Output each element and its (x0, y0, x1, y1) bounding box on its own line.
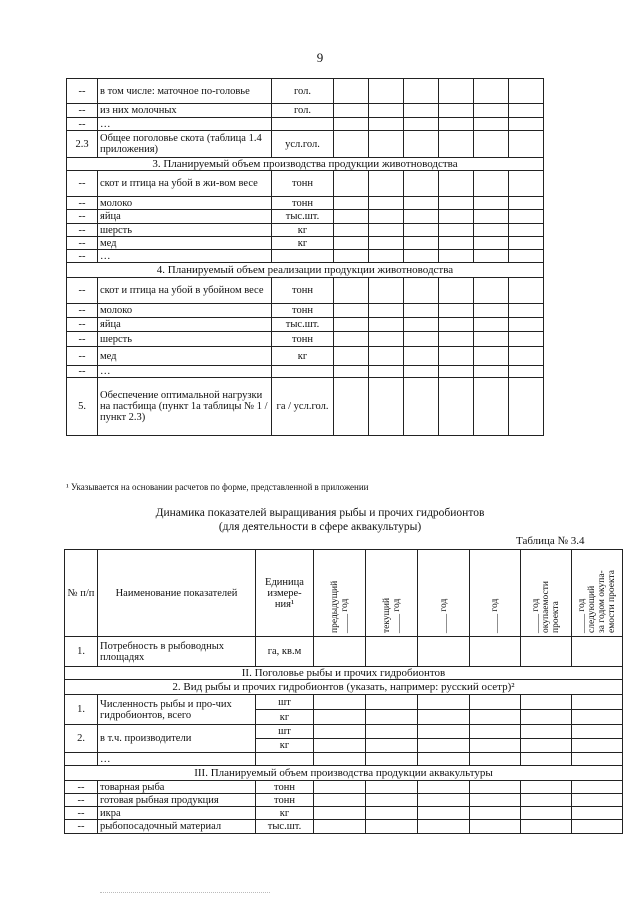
value-cell (369, 318, 404, 332)
value-cell (334, 318, 369, 332)
indicator-name: в т.ч. производители (98, 725, 256, 753)
value-cell (521, 725, 572, 739)
unit-cell: гол. (272, 104, 334, 118)
value-cell (572, 725, 623, 739)
value-cell (439, 366, 474, 378)
table-row (67, 332, 544, 347)
value-cell (509, 224, 544, 237)
col-header-number: № п/п (65, 550, 98, 637)
unit-cell: шт (256, 725, 314, 739)
unit-cell: тонн (272, 278, 334, 304)
year-label: предыдущий ____ год (329, 580, 350, 633)
value-cell (439, 131, 474, 158)
unit-cell: тонн (256, 794, 314, 807)
section-heading: 3. Планируемый объем производства продукции животноводства (67, 158, 544, 171)
value-cell (509, 118, 544, 131)
value-cell (509, 318, 544, 332)
value-cell (509, 171, 544, 197)
value-cell (474, 332, 509, 347)
value-cell (418, 820, 470, 834)
value-cell (418, 739, 470, 753)
row-number: -- (65, 807, 98, 820)
value-cell (366, 807, 418, 820)
value-cell (404, 366, 439, 378)
table-row (67, 131, 544, 158)
livestock-table (66, 78, 544, 436)
scan-artifact-line (100, 892, 270, 893)
unit-cell: тонн (272, 332, 334, 347)
value-cell (366, 695, 418, 710)
year-label: ____ год (438, 598, 449, 633)
value-cell (509, 304, 544, 318)
value-cell (404, 104, 439, 118)
value-cell (366, 739, 418, 753)
indicator-name: Потребность в рыбоводных площадях (98, 637, 256, 667)
row-number: -- (67, 210, 98, 224)
value-cell (418, 753, 470, 766)
value-cell (404, 250, 439, 263)
value-cell (366, 753, 418, 766)
table-row (65, 781, 623, 794)
value-cell (521, 807, 572, 820)
value-cell (474, 104, 509, 118)
value-cell (474, 171, 509, 197)
value-cell (369, 131, 404, 158)
unit-cell: тыс.шт. (272, 210, 334, 224)
unit-cell: кг (272, 224, 334, 237)
value-cell (366, 725, 418, 739)
section-row (65, 680, 623, 695)
value-cell (314, 725, 366, 739)
indicator-name: из них молочных (98, 104, 272, 118)
indicator-name: икра (98, 807, 256, 820)
value-cell (334, 210, 369, 224)
row-number: 5. (67, 378, 98, 436)
value-cell (334, 224, 369, 237)
unit-cell: кг (256, 710, 314, 725)
value-cell (521, 753, 572, 766)
value-cell (521, 820, 572, 834)
table-subtitle: (для деятельности в сфере аквакультуры) (218, 521, 422, 533)
row-number: -- (67, 347, 98, 366)
value-cell (404, 378, 439, 436)
value-cell (314, 794, 366, 807)
value-cell (404, 171, 439, 197)
value-cell (439, 378, 474, 436)
table-row (65, 637, 623, 667)
section-heading: III. Планируемый объем производства продукции аквакультуры (65, 766, 623, 781)
value-cell (404, 347, 439, 366)
value-cell (509, 347, 544, 366)
value-cell (439, 318, 474, 332)
value-cell (334, 378, 369, 436)
value-cell (369, 118, 404, 131)
value-cell (334, 118, 369, 131)
value-cell (418, 807, 470, 820)
table-row (67, 197, 544, 210)
value-cell (334, 104, 369, 118)
row-number: -- (67, 304, 98, 318)
row-number: 1. (65, 695, 98, 725)
value-cell (314, 807, 366, 820)
indicator-name: молоко (98, 197, 272, 210)
value-cell (509, 332, 544, 347)
indicator-name: мед (98, 347, 272, 366)
value-cell (314, 710, 366, 725)
value-cell (404, 237, 439, 250)
value-cell (572, 781, 623, 794)
value-cell (439, 197, 474, 210)
col-header-year (572, 550, 623, 637)
section-heading: II. Поголовье рыбы и прочих гидробионтов (65, 667, 623, 680)
value-cell (369, 210, 404, 224)
table-number: Таблица № 3.4 (516, 535, 585, 547)
value-cell (369, 250, 404, 263)
row-number (65, 753, 98, 766)
table-title: Динамика показателей выращивания рыбы и прочих гидробионтов (155, 507, 485, 519)
value-cell (439, 304, 474, 318)
value-cell (439, 118, 474, 131)
value-cell (404, 118, 439, 131)
value-cell (334, 304, 369, 318)
section-row (65, 766, 623, 781)
value-cell (509, 366, 544, 378)
value-cell (509, 250, 544, 263)
unit-cell: га / усл.гол. (272, 378, 334, 436)
value-cell (474, 378, 509, 436)
row-number: -- (67, 278, 98, 304)
value-cell (366, 820, 418, 834)
value-cell (369, 378, 404, 436)
value-cell (418, 781, 470, 794)
row-number: 2.3 (67, 131, 98, 158)
value-cell (369, 237, 404, 250)
value-cell (418, 637, 470, 667)
row-number: -- (67, 366, 98, 378)
value-cell (439, 210, 474, 224)
value-cell (404, 278, 439, 304)
unit-cell: тонн (272, 171, 334, 197)
unit-cell: тонн (272, 197, 334, 210)
unit-cell: тыс.шт. (272, 318, 334, 332)
unit-cell: кг (256, 807, 314, 820)
value-cell (439, 171, 474, 197)
value-cell (572, 637, 623, 667)
value-cell (474, 118, 509, 131)
value-cell (334, 79, 369, 104)
table-row (67, 250, 544, 263)
table-row (67, 378, 544, 436)
value-cell (474, 347, 509, 366)
table-row (67, 318, 544, 332)
table-row (67, 366, 544, 378)
value-cell (470, 710, 521, 725)
col-header-year (314, 550, 366, 637)
aquaculture-table (64, 549, 623, 834)
table-row (67, 237, 544, 250)
value-cell (474, 250, 509, 263)
row-number: -- (65, 781, 98, 794)
indicator-name: шерсть (98, 332, 272, 347)
table-row (65, 820, 623, 834)
year-label: ____ год следующий за годом окупа- емости проекта (577, 570, 617, 633)
unit-cell: тонн (256, 781, 314, 794)
table-row (67, 304, 544, 318)
footnote: ¹ Указывается на основании расчетов по форме, представленной в приложении (66, 482, 369, 492)
value-cell (439, 250, 474, 263)
value-cell (418, 794, 470, 807)
indicator-name: рыбопосадочный материал (98, 820, 256, 834)
unit-cell: шт (256, 695, 314, 710)
table-row (67, 210, 544, 224)
col-header-year (366, 550, 418, 637)
value-cell (572, 753, 623, 766)
unit-cell: усл.гол. (272, 131, 334, 158)
indicator-name: … (98, 366, 272, 378)
section-row (67, 263, 544, 278)
value-cell (572, 739, 623, 753)
value-cell (439, 332, 474, 347)
row-number: -- (67, 171, 98, 197)
value-cell (474, 210, 509, 224)
value-cell (369, 79, 404, 104)
unit-cell: га, кв.м (256, 637, 314, 667)
indicator-name: Общее поголовье скота (таблица 1.4 приложения) (98, 131, 272, 158)
value-cell (404, 210, 439, 224)
row-number: -- (67, 118, 98, 131)
value-cell (369, 104, 404, 118)
indicator-name: Численность рыбы и про-чих гидробионтов, всего (98, 695, 256, 725)
value-cell (404, 224, 439, 237)
value-cell (334, 332, 369, 347)
unit-cell (256, 753, 314, 766)
value-cell (334, 366, 369, 378)
value-cell (314, 753, 366, 766)
unit-cell: гол. (272, 79, 334, 104)
year-label: текущий ____ год (381, 597, 402, 633)
indicator-name: яйца (98, 210, 272, 224)
value-cell (366, 781, 418, 794)
unit-cell (272, 118, 334, 131)
table-row (67, 104, 544, 118)
value-cell (334, 131, 369, 158)
year-label: ____ год окупаемости проекта (531, 581, 561, 633)
table-row (65, 725, 623, 739)
indicator-name: молоко (98, 304, 272, 318)
value-cell (314, 695, 366, 710)
value-cell (314, 637, 366, 667)
value-cell (369, 332, 404, 347)
value-cell (470, 820, 521, 834)
indicator-name: готовая рыбная продукция (98, 794, 256, 807)
value-cell (334, 250, 369, 263)
value-cell (474, 79, 509, 104)
value-cell (509, 210, 544, 224)
table-row (65, 807, 623, 820)
value-cell (366, 637, 418, 667)
value-cell (509, 104, 544, 118)
value-cell (509, 278, 544, 304)
value-cell (474, 278, 509, 304)
indicator-name: яйца (98, 318, 272, 332)
value-cell (404, 131, 439, 158)
value-cell (334, 347, 369, 366)
table-row (67, 171, 544, 197)
section-row (65, 667, 623, 680)
value-cell (470, 739, 521, 753)
section-heading: 4. Планируемый объем реализации продукции животноводства (67, 263, 544, 278)
value-cell (439, 224, 474, 237)
row-number: 2. (65, 725, 98, 753)
section-row (67, 158, 544, 171)
value-cell (369, 224, 404, 237)
table-row (67, 79, 544, 104)
value-cell (439, 278, 474, 304)
unit-cell (272, 250, 334, 263)
row-number: -- (65, 794, 98, 807)
table-row (67, 224, 544, 237)
value-cell (572, 807, 623, 820)
value-cell (474, 237, 509, 250)
indicator-name: в том числе: маточное по-головье (98, 79, 272, 104)
value-cell (314, 739, 366, 753)
value-cell (521, 710, 572, 725)
value-cell (439, 347, 474, 366)
col-header-year (521, 550, 572, 637)
table-row (65, 695, 623, 710)
value-cell (334, 237, 369, 250)
value-cell (474, 131, 509, 158)
table-row (67, 278, 544, 304)
value-cell (334, 171, 369, 197)
value-cell (404, 318, 439, 332)
value-cell (439, 79, 474, 104)
value-cell (418, 695, 470, 710)
value-cell (404, 332, 439, 347)
value-cell (470, 753, 521, 766)
value-cell (404, 79, 439, 104)
value-cell (369, 278, 404, 304)
value-cell (572, 794, 623, 807)
col-header-year (418, 550, 470, 637)
indicator-name: Обеспечение оптимальной нагрузки на пастбища (пункт 1а таблицы № 1 / пункт 2.3) (98, 378, 272, 436)
value-cell (521, 637, 572, 667)
value-cell (334, 278, 369, 304)
value-cell (369, 304, 404, 318)
value-cell (572, 710, 623, 725)
value-cell (509, 378, 544, 436)
row-number: -- (67, 224, 98, 237)
value-cell (369, 171, 404, 197)
table-row (65, 794, 623, 807)
col-header-year (470, 550, 521, 637)
value-cell (369, 347, 404, 366)
value-cell (572, 820, 623, 834)
row-number: -- (65, 820, 98, 834)
unit-cell: тыс.шт. (256, 820, 314, 834)
value-cell (521, 739, 572, 753)
unit-cell: тонн (272, 304, 334, 318)
year-label: ____ год (490, 598, 500, 633)
indicator-name: … (98, 250, 272, 263)
value-cell (366, 710, 418, 725)
value-cell (474, 366, 509, 378)
value-cell (509, 131, 544, 158)
unit-cell: кг (272, 237, 334, 250)
value-cell (572, 695, 623, 710)
unit-cell: кг (256, 739, 314, 753)
value-cell (369, 197, 404, 210)
indicator-name: … (98, 753, 256, 766)
table-row (65, 753, 623, 766)
value-cell (334, 197, 369, 210)
indicator-name: … (98, 118, 272, 131)
value-cell (470, 637, 521, 667)
row-number: -- (67, 332, 98, 347)
value-cell (470, 807, 521, 820)
value-cell (474, 318, 509, 332)
value-cell (404, 197, 439, 210)
value-cell (314, 820, 366, 834)
value-cell (418, 710, 470, 725)
value-cell (439, 237, 474, 250)
indicator-name: скот и птица на убой в жи-вом весе (98, 171, 272, 197)
row-number: -- (67, 197, 98, 210)
value-cell (404, 304, 439, 318)
value-cell (474, 197, 509, 210)
indicator-name: мед (98, 237, 272, 250)
header-row (65, 550, 623, 637)
indicator-name: шерсть (98, 224, 272, 237)
value-cell (509, 237, 544, 250)
value-cell (470, 695, 521, 710)
value-cell (470, 781, 521, 794)
row-number: -- (67, 318, 98, 332)
value-cell (366, 794, 418, 807)
row-number: -- (67, 79, 98, 104)
col-header-name: Наименование показателей (98, 550, 256, 637)
indicator-name: скот и птица на убой в убойном весе (98, 278, 272, 304)
row-number: -- (67, 237, 98, 250)
value-cell (474, 304, 509, 318)
row-number: 1. (65, 637, 98, 667)
value-cell (439, 104, 474, 118)
unit-cell: кг (272, 347, 334, 366)
row-number: -- (67, 250, 98, 263)
page-number: 9 (316, 50, 324, 65)
value-cell (470, 725, 521, 739)
value-cell (369, 366, 404, 378)
value-cell (521, 781, 572, 794)
section-heading: 2. Вид рыбы и прочих гидробионтов (указать, например: русский осетр)² (65, 680, 623, 695)
table-row (67, 118, 544, 131)
row-number: -- (67, 104, 98, 118)
value-cell (314, 781, 366, 794)
unit-cell (272, 366, 334, 378)
value-cell (509, 197, 544, 210)
table-row (67, 347, 544, 366)
value-cell (521, 695, 572, 710)
value-cell (509, 79, 544, 104)
value-cell (470, 794, 521, 807)
value-cell (418, 725, 470, 739)
value-cell (474, 224, 509, 237)
value-cell (521, 794, 572, 807)
col-header-unit: Единица измере-ния¹ (256, 550, 314, 637)
indicator-name: товарная рыба (98, 781, 256, 794)
